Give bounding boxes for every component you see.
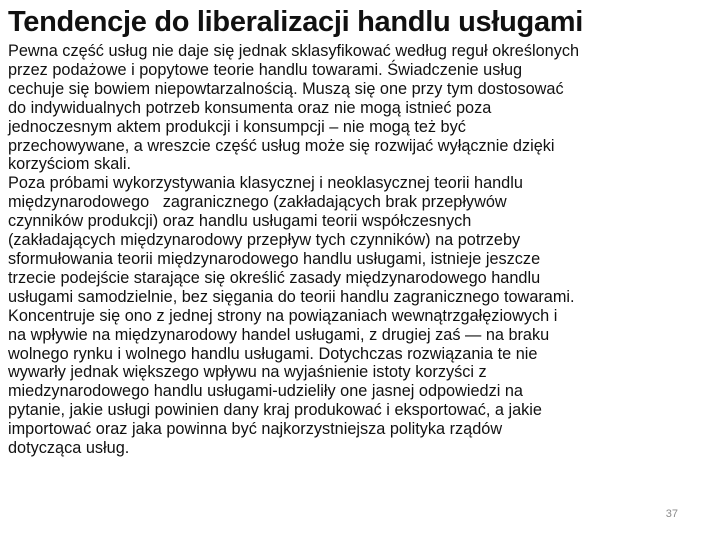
text-line: wywarły jednak większego wpływu na wyjaśnienie istoty korzyści z bbox=[8, 363, 487, 382]
text-line: Pewna część usług nie daje się jednak sklasyfikować według reguł określonych bbox=[8, 42, 580, 60]
text-line: pytanie, jakie usługi powinien dany kraj produkować i eksportować, a jakie bbox=[8, 401, 542, 420]
text-line: przez podażowe i popytowe teorie handlu towarami. Świadczenie usług bbox=[8, 60, 523, 79]
paragraph-1 bbox=[8, 42, 714, 174]
page-number: 37 bbox=[665, 508, 678, 520]
text-line: Poza próbami wykorzystywania klasycznej i neoklasycznej teorii handlu bbox=[8, 174, 523, 193]
text-line: Koncentruje się ono z jednej strony na powiązaniach wewnątrzgałęziowych i bbox=[8, 306, 558, 325]
paragraph-2 bbox=[8, 174, 714, 306]
text-line: miedzynarodowego handlu usługami-udzieliły one jasnej odpowiedzi na bbox=[8, 382, 523, 401]
text-line: na wpływie na międzynarodowy handel usługami, z drugiej zaś — na braku bbox=[8, 325, 550, 344]
text-line: trzecie podejście starające się określić zasady międzynarodowego handlu bbox=[8, 268, 541, 287]
text-line: do indywidualnych potrzeb konsumenta oraz nie mogą istnieć poza bbox=[8, 98, 492, 117]
text-line: sformułowania teorii międzynarodowego handlu usługami, istnieje jeszcze bbox=[8, 249, 541, 268]
text-line: wolnego rynku i wolnego handlu usługami. Dotychczas rozwiązania te nie bbox=[8, 344, 538, 363]
text-line: czynników produkcji) oraz handlu usługami teorii współczesnych bbox=[8, 212, 472, 231]
text-line: międzynarodowego zagranicznego (zakładających brak przepływów bbox=[8, 193, 507, 212]
text-line: korzyściom skali. bbox=[8, 155, 132, 174]
slide-title: Tendencje do liberalizacji handlu usługami bbox=[8, 6, 584, 38]
text-line: usługami samodzielnie, bez sięgania do teorii handlu zagranicznego towarami. bbox=[8, 287, 575, 306]
text-line: (zakładających międzynarodowy przepływ tych czynników) na potrzeby bbox=[8, 231, 521, 250]
paragraph-3 bbox=[8, 307, 714, 458]
text-line: dotycząca usług. bbox=[8, 439, 130, 458]
text-line: cechuje się bowiem niepowtarzalnością. Muszą się one przy tym dostosować bbox=[8, 79, 564, 98]
text-line: importować oraz jaka powinna być najkorzystniejsza polityka rządów bbox=[8, 420, 503, 439]
text-line: przechowywane, a wreszcie część usług może się rozwijać wyłącznie dzięki bbox=[8, 136, 555, 155]
slide-body bbox=[8, 42, 714, 458]
text-line: jednoczesnym aktem produkcji i konsumpcji – nie mogą też być bbox=[8, 117, 466, 136]
